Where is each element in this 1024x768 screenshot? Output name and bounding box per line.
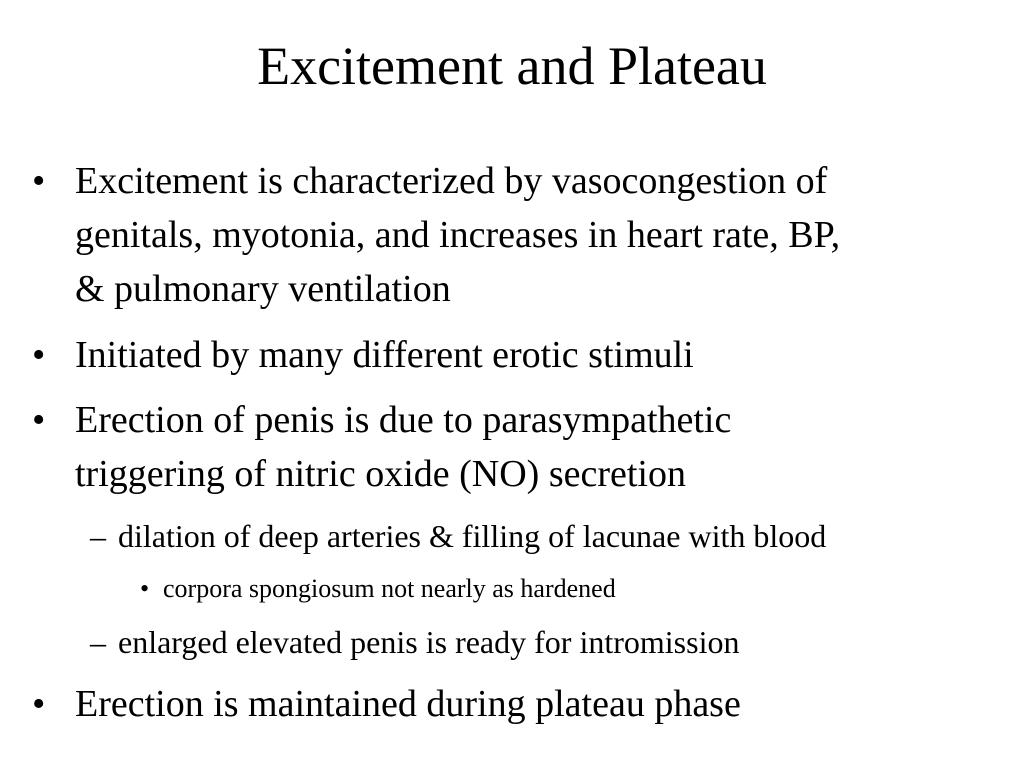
bullet-text-1 (75, 154, 840, 316)
bullet-marker: • (32, 160, 46, 202)
bullet-text-4 (75, 677, 741, 731)
sub-sub-bullet-text-1 (163, 572, 616, 606)
sub-bullet-item-2 (90, 622, 1010, 662)
sub-sub-bullet-line: corpora spongiosum not nearly as hardened (163, 574, 616, 603)
bullet-marker: • (140, 574, 150, 603)
sub-bullet-line: dilation of deep arteries & filling of lacunae with blood (118, 518, 827, 554)
sub-sub-bullet-item-1 (140, 572, 1000, 606)
bullet-line: triggering of nitric oxide (NO) secretion (75, 453, 686, 495)
bullet-marker: • (32, 334, 46, 376)
dash-marker: – (90, 518, 106, 554)
bullet-item-1 (28, 154, 1008, 316)
sub-bullet-line: enlarged elevated penis is ready for intromission (118, 624, 740, 660)
bullet-item-2 (28, 328, 1008, 382)
bullet-marker: • (32, 399, 46, 441)
sub-bullet-item-1 (90, 516, 1010, 556)
bullet-text-2 (75, 328, 694, 382)
bullet-line: Initiated by many different erotic stimuli (75, 334, 694, 376)
bullet-line: & pulmonary ventilation (75, 268, 451, 310)
bullet-text-3 (75, 393, 731, 501)
bullet-line: Erection is maintained during plateau phase (75, 683, 741, 725)
bullet-marker: • (32, 683, 46, 725)
bullet-item-3 (28, 393, 1008, 501)
slide-title: Excitement and Plateau (257, 36, 767, 96)
sub-bullet-text-2 (118, 622, 739, 662)
dash-marker: – (90, 624, 106, 660)
bullet-item-4 (28, 677, 1008, 731)
bullet-line: Excitement is characterized by vasocongestion of (75, 160, 828, 202)
bullet-line: Erection of penis is due to parasympathetic (75, 399, 732, 441)
bullet-line: genitals, myotonia, and increases in heart rate, BP, (75, 214, 841, 256)
sub-bullet-text-1 (118, 516, 826, 556)
